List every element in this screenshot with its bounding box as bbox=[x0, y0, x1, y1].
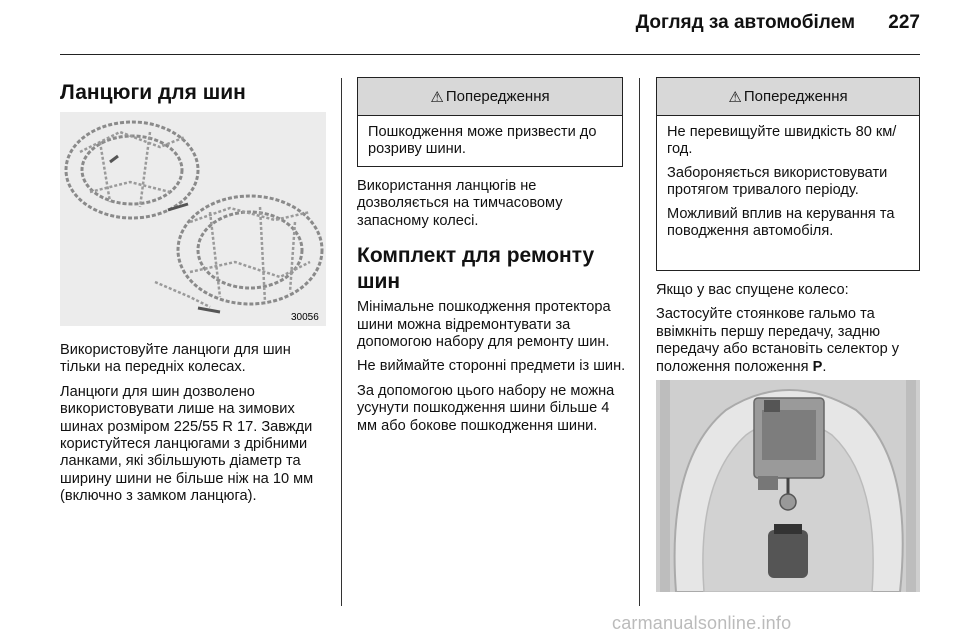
parking-brake-end: . bbox=[822, 358, 827, 375]
column-divider-1 bbox=[341, 78, 342, 606]
warning-duration: Забороняється використовувати протягом тривалого періоду. bbox=[667, 164, 888, 199]
paragraph-minimal-damage: Мінімальне пошкодження протектора шини можна відремонтувати за допомогою набору для ремонту шин. bbox=[357, 299, 611, 351]
column-2-text bbox=[357, 178, 629, 442]
paragraph-front-wheels: Використовуйте ланцюги для шин тільки на передніх колесах. bbox=[60, 342, 291, 376]
warning-header bbox=[657, 78, 919, 116]
column-1-text bbox=[60, 342, 332, 513]
warning-triangle-icon: ⚠ bbox=[728, 88, 742, 106]
column-3-text bbox=[656, 282, 926, 383]
parking-brake-text: Застосуйте стоянкове гальмо та ввімкніть першу передачу, задню передачу або встановіть селектор у положення положення bbox=[656, 306, 900, 375]
column-1 bbox=[60, 80, 328, 105]
running-header-title: Догляд за автомобілем bbox=[635, 12, 855, 33]
warning-body bbox=[657, 116, 919, 252]
page-number: 227 bbox=[888, 12, 920, 33]
warning-title: Попередження bbox=[445, 88, 550, 105]
paragraph-chain-size: Ланцюги для шин дозволено використовувати лише на зимових шинах розміром 225/55 R 17. Завжди користуйтеся ланцюгами з дрібними ланками, які збільшують діаметр та ширину шини не більше ніж на 10 мм (включно з замком ланцюга). bbox=[60, 383, 314, 505]
repair-kit-photo bbox=[656, 380, 920, 592]
warning-speed-limit: Не перевищуйте швидкість 80 км/год. bbox=[667, 124, 897, 158]
watermark: carmanualsonline.info bbox=[612, 613, 792, 633]
tire-chains-drawing bbox=[60, 112, 326, 326]
selector-position-p: P bbox=[812, 358, 823, 375]
paragraph-flat-tire: Якщо у вас спущене колесо: bbox=[656, 282, 849, 298]
warning-title: Попередження bbox=[743, 88, 848, 105]
paragraph-foreign-objects: Не виймайте сторонні предмети із шин. bbox=[357, 358, 626, 375]
section-heading-repair-kit: Комплект для ремонту шин bbox=[357, 244, 595, 294]
paragraph-parking-brake bbox=[656, 306, 926, 376]
section-heading-tire-chains: Ланцюги для шин bbox=[60, 81, 246, 104]
warning-triangle-icon: ⚠ bbox=[430, 88, 444, 106]
paragraph-kit-limits: За допомогою цього набору не можна усунути пошкодження шини більше 4 мм або бокове пошкодження шини. bbox=[357, 382, 615, 434]
warning-header bbox=[358, 78, 622, 116]
header-rule bbox=[60, 54, 920, 55]
warning-text: Пошкодження може призвести до розриву шини. bbox=[368, 124, 597, 158]
warning-body bbox=[358, 116, 622, 171]
column-divider-2 bbox=[639, 78, 640, 606]
warning-box-2 bbox=[656, 77, 920, 271]
warning-handling: Можливий вплив на керування та поводження автомобіля. bbox=[667, 205, 895, 240]
warning-box-1 bbox=[357, 77, 623, 167]
paragraph-spare-wheel: Використання ланцюгів не дозволяється на тимчасовому запасному колесі. bbox=[357, 178, 563, 229]
repair-kit-drawing bbox=[656, 380, 920, 592]
figure-number: 30056 bbox=[291, 312, 319, 323]
tire-chains-illustration bbox=[60, 112, 326, 326]
